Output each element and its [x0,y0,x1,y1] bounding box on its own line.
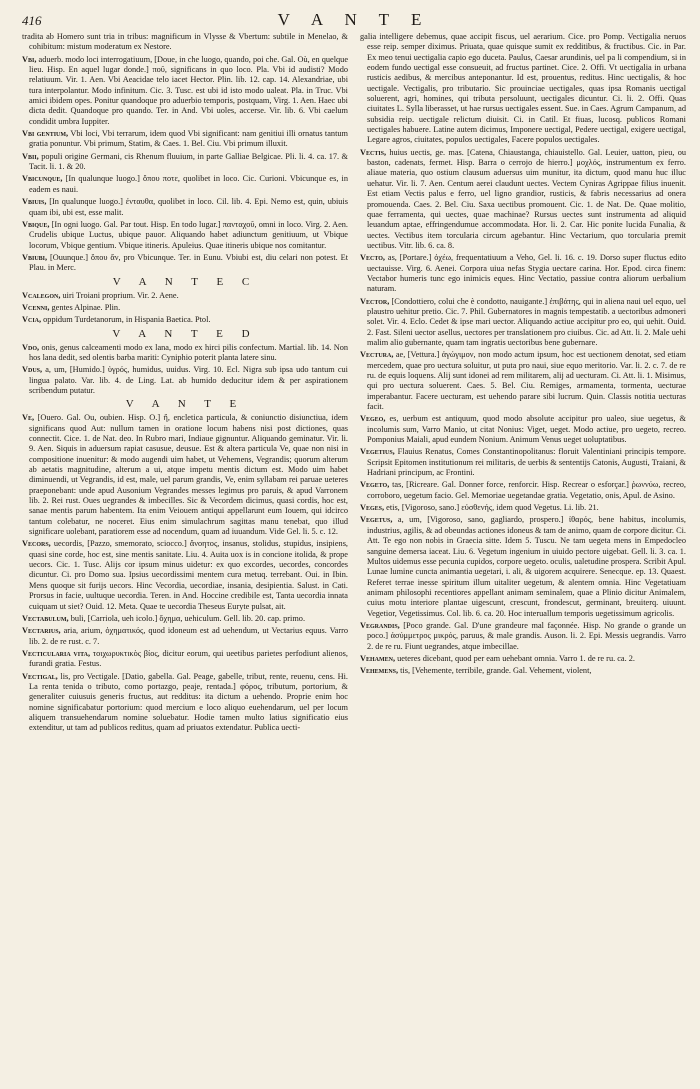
running-head: V A N T E [277,10,431,29]
dictionary-entry [22,32,348,53]
entry-text: Vbi loci, Vbi terrarum, idem quod Vbi significant: nam genitiui illi ornatus tantum gratia ponuntur. Vbi primum, Statim, & Caes. 1. Bel. Ciu. Vbi primum illuxit. [29,129,348,149]
entry-headword: Vehemens, [360,666,399,676]
entry-headword: Vegetus, [360,515,393,525]
entry-headword: Vecticularia vita, [22,648,91,658]
entry-headword: Vbii, [22,151,39,161]
entry-text: oppidum Turdetanorum, in Hispania Baetica. Ptol. [43,315,211,325]
dictionary-entry [360,350,686,412]
dictionary-entry [22,413,348,537]
entry-headword: Vbique, [22,219,50,229]
entry-headword: Vegeo, [360,414,386,424]
entry-text: uiri Troiani proprium. Vir. 2. Aene. [62,290,179,300]
entry-headword: Vecors, [22,539,51,549]
dictionary-entry [360,621,686,652]
dictionary-entry [22,649,348,670]
entry-headword: Vbiubi, [22,252,48,262]
entry-headword: Vdus, [22,365,43,375]
entry-headword: Vector, [360,296,390,306]
entry-headword: Vegeto, [360,480,390,490]
dictionary-entry [360,297,686,349]
entry-text: τοιχωρυκτικὸς βίος, dicitur eorum, qui ueetibus parietes perfodiunt alienos, furandi gratia. Festus. [29,648,348,669]
dictionary-entry [360,447,686,478]
text-columns [22,32,686,736]
entry-text: tas, [Ricreare. Gal. Donner force, renforcir. Hisp. Recrear o esforçar.] ῥωννύω, recreo, corroboro, uegetum facio. Gel. Memoriae uegetandae gratia. Vegetatio, onis, Apul. de Asino. [367,480,686,500]
entry-headword: Vbi gentium, [22,129,69,139]
entry-text: etis, [Vigoroso, sano.] εὐσθενής, idem quod Vegetus. Li. lib. 21. [386,503,599,513]
entry-headword: Vbiuis, [22,197,47,207]
dictionary-entry [360,515,686,618]
entry-headword: Vcenni, [22,302,50,312]
section-heading: V A N T E [125,398,245,411]
dictionary-entry [360,414,686,445]
page-number: 416 [22,13,42,28]
dictionary-entry [22,315,348,325]
entry-headword: Vbi, [22,54,37,64]
entry-text: es, uerbum est antiquum, quod modo absolute accipitur pro ualeo, siue uegetus, & incolumis sum, Varro Manio, ut citat Nonius: Viget, ueget. Modo actiue, pro uegeto, recreo. Pomponius Maiali, apud eundem Nonium. Animum Venus ueget uoluptatibus. [367,414,686,445]
entry-headword: Vbicunque, [22,174,63,184]
entry-headword: Vegetius, [360,447,395,457]
dictionary-entry [22,672,348,734]
dictionary-entry [360,654,686,664]
entry-text: tis, [Vehemente, terribile, grande. Gal. Vehement, violent, [400,666,592,676]
entry-text: [Condottiero, colui che è condotto, nauigante.] ἐπιβάτης, qui in aliena naui uel equo, uel plaustro uehitur pretio. Cic. 7. Phil. Gubernatores in magnis tempestatib. a uectoribus admoneri solet. Vir. 4. Eclo. Cedet & ipse mari uector. Aliquando actiue accipitur pro eo, qui uehit. Ouid. 2. Fast. Sileni uector asellus, uectores per translationem pro ciuibus. Cic. ad Att. li. 2. Male uehi malim alio gubernante, quam tam ingratis uectoribus bene gubernare. [367,296,686,347]
dictionary-entry [22,129,348,150]
entry-text: [Poco grande. Gal. D'une grandeure mal façonnée. Hisp. No grande o grande un poco.] ἀσύμμετρος μικρός, paruus, & male grandis. Auson. li. 2. Epi. Messis uegrandis. Varro 2. de re ru. Fiunt uegrandes, atque imbecillae. [367,620,686,651]
dictionary-entry [22,291,348,301]
entry-text: ae, [Vettura.] ἀγώγιμον, non modo actum ipsum, hoc est uectionem denotat, sed etiam mercedem, quae pro uectura soluitur, ut puta pro naui, siue equo meritorio. Var. li. 2. c. 7. de re ru. de equis loquens. Alij sunt idonei ad rem militarem, alij ad uecturam. Ci. Att. li. 1. Misimus, qui pro uectura soluerent. Caes. 5. Bel. Ciu. Remiges, armamenta, tormenta, uecturae imperabantur. Facere uecturam, est uehendo parare sibi lucrum. Quin. Classis notitia uecturas facit. [367,350,686,412]
entry-text: gentes Alpinae. Plin. [51,302,121,312]
entry-headword: Vectura, [360,350,394,360]
dictionary-entry [22,365,348,396]
entry-headword: Ve, [22,413,35,423]
entry-headword: Vectigal, [22,671,58,681]
dictionary-entry [360,32,686,146]
dictionary-entry [360,480,686,501]
entry-text: a, um, [Vigoroso, sano, gagliardo, prospero.] ἰθαρός, bene habitus, incolumis, industrius, agilis, & ad obeundas actiones idoneus & tam de animo, quam de corpore dicitur. Ci. Att. Te ego non nobis in Graecia sitte. Idem 5. Tuscu. Ne tam uegeta mens in Empedocleo sanguine demersa iaceat. Liu. 6. Vegetum ingenium in uiuido pectore uigebat. Gell. li. 3. ca. 1. Multos uidemus esse pecunia cupidos, corpore uegeto. oculis, ualetudine prospera. Scribit Apul. Lunae lumine cuncta animantia uegetari, i. ali, & uigorem acquirere. Senecque. ep. 13. Quaest. Referet terrae inesse spiritum illum uitaliter uegetum, & alentem omnia. Hinc Vegetatiuam animam philosophi recentiores appellant animam seminalem, quae a Plinio dicitur Animalem, cuius motu interiore plantae uigescunt, crescunt, frondescut, germinant, breuiterq. uiuunt. Vegetior, Vegetissimus. Col. lib. 6. ca. 20. Hoc interuallum temporis uegetissimum agricolis. [367,515,686,618]
dictionary-entry [22,303,348,313]
entry-text: [Ouero. Gal. Ou, oubien. Hisp. O.] ἤ, encletica particula, & coniunctio disiunctiua, idem significans quod Aut: nullum tamen in oratione locum habens nisi post dictiones, quas connectit. Cice. 1. de Nat. deo. In Rubro mari, Indiaue gignuntur. Aliquando geminatur. Vir. li. 9. Aen. Siquis in aduersum rapiat casusue, deusue. Est & altera particula Ve, quae non nisi in compositione inuenitur: & modo augendi uim habet, ut Vehemens, Vegrandis; quorum alterum ab aetatis magnitudine, alterum a ui, atque impetu mentis dictum est. Modo uim habet diminuendi, ut Vegrandis, id est, male, uel parum grandis, Ve, enim syllabam rei paruae ueteres praeponebant: unde apud Ausonium Vegrandes messes legimus pro paruis, & apud Varronem lib. 2. Rei rust. Oues uegrandes & imbecilles. Sic & Vecordem dicimus, quasi cordis, hoc est, sanae mentis parum habentem. Ita enim Veiouem antiqui appellarunt eum Iouem, qui idcirco tantum colebatur, ne noceret. Eius enim simulachrum sagittas manu tenebat, quo illud significare uolebant, paratiorem esse ad nocendum, quam ad iuuandum. Vide Gel. li. 5. c. 12. [29,413,349,537]
entry-text: aria, arium, ὀχηματικός, quod idoneum est ad uehendum, ut Vectarius equus. Varro lib. 2. de re rust. c. 7. [29,626,349,646]
dictionary-entry [22,197,348,218]
entry-text: onis, genus calceamenti modo ex lana, modo ex hirci pilis confectum. Martial. lib. 14. Non hos lana dedit, sed olentis barba mariti: Cyniphio poterit planta latere sinu. [29,342,349,362]
entry-text: lis, pro Vectigale. [Datio, gabella. Gal. Peage, gabelle, tribut, rente, reuenu, cens. Hi. La renta tenida o tributo, como portazgo, peaje, rentada.] φόρος, tributum, portorium, & generaliter cuiusuis generis fructus, aut redditus: ita dictum a uehendo. Proprie enim hoc nomine significabatur portorium: quod mercium e loco aliquo euehendarum, uel per locum aliquem transuehendarum nomine soluebatur. Hodie tamen multo latius significatio eius extenditur, ut tam ad publicos reditus, quam ad priuatos extendatur. Publica uecti- [29,671,348,733]
dictionary-entry [22,174,348,195]
dictionary-entry [22,55,348,127]
entry-headword: Vectis, [360,147,387,157]
entry-text: buli, [Carriola, ueh icolo.] ὄχημα, uehiculum. Gell. lib. 20. cap. primo. [70,613,306,623]
dictionary-entry [22,220,348,251]
entry-headword: Vdo, [22,342,40,352]
entry-text: a, um, [Humido.] ὑγρός, humidus, uuidus. Virg. 10. Ecl. Nigra sub ipsa udo tantum cui lingua palato. Var. lib. 4. de Ling. Lat. ab humido deducitur idem & per aspirationem scribendum putatur. [29,365,348,395]
entry-headword: Vcia, [22,315,42,325]
entry-text: ueteres dicebant, quod per eam uehebant omnia. Varro 1. de re ru. ca. 2. [397,653,635,663]
dictionary-entry [360,148,686,251]
dictionary-entry [22,539,348,611]
entry-headword: Vectarius, [22,626,61,636]
entry-text: [In qualunque luogo.] ὅπου ποτε, quolibet in loco. Cic. Curioni. Vbicunque es, in eadem es naui. [29,174,349,194]
section-heading: V A N T E C [112,275,258,288]
entry-headword: Veges, [360,503,385,513]
entry-text: [Ouunque.] ὅπου ἄν, pro Vbicunque. Ter. in Eunu. Vbiubi est, diu celari non potest. Et Plau. in Merc. [29,252,349,273]
entry-headword: Vehamen, [360,653,396,663]
dictionary-entry [22,253,348,274]
entry-text: aduerb. modo loci interrogatiuum, [Doue, in che luogo, quando, poi che. Gal. Où, en quelque lieu. Hisp. En aquel lugar donde.] ποῦ, significans in quo loco. Pla. Vbi id audisti? Modo relatiuum. Vir. 1. Aen. Vbi Aeacidae telo iacet Hector. Plin. lib. 12. cap. 14. Alexandriae, ubi tura interpolantur. Modo infinitum. Cic. 3. Tusc. est ubi id isto modo ualeat. Pla. in Truc. Vbi amici ibidem opes. Ponitur quandoque pro aduerbio temporis, postquam, Virg. 1. Aen. Haec ubi dicta dedit. Quandoque pro quando. Ter. in And. Vbi uoles, accerse. Vir. lib. 6. Vbi caelum condidit umbra Iuppiter. [29,54,349,126]
entry-text: populi origine Germani, cis Rhenum fluuium, in parte Galliae Belgicae. Pli. li. 4. ca. 17. & Tacit. li. 1. & 20. [29,151,348,172]
entry-headword: Vcalegon, [22,290,61,300]
entry-text: huius uectis, ge. mas. [Catena, Chiaustanga, chiauistello. Gal. Leuier, uatton, pieu, ou baston, cadenats, fermet. Hisp. Barra o cerrojo de hierro.] μοχλός, instrumentum ex ferro. aliaue materia, quo ostium clausum aduersus uim munitur, ita dictum, quod manu huc illuc uehatur. Vir. li. 7. Aen. Centum aerei claudunt uectes. Vectem Cyniras Agrippae filius inuenit. Est etiam Vectis palus e ferro, uel ligno grandior, rusticis, & fabris necessarius ad onera promouenda. Caes. 2. Bel. Ciu. Saxa uectibus promouent. Cic. 1. de Nat. De. Quae molitio, quae ferramenta, qui uectes, quae machinae? Rursus uectes sunt instrumenta ad aliquid leuandum aptae, effringendumue accommodata. Hor. li. 2. Car. Hic ponite lucida Funalia, & uectes. Vectibus item torcularia circum agebantur. Hinc Vectarium, quo torcularia premit uectibus. Vitr. lib. 6. ca. 8. [367,147,686,250]
entry-text: Flauius Renatus, Comes Constantinopolitanus: floruit Valentiniani principis tempore. Scripsit Epitomen institutionum rei militaris, de uerbis & sententijs Catonis, Augusti, Traiani, & Hadriani principum, ac Frontini. [367,447,687,478]
entry-text: galia intelligere debemus, quae accipit fiscus, uel aerarium. Cice. pro Pomp. Vectigalia neruos esse reip. semper diximus. Priuata, quae quisque sumit ex redditibus, & fructibus. Cic. in Par. Ex meo tenui uectigalia capio ego duceta. Paulus, Caesar arundinis, uel pa li compendium, si in eodem fundo uectigal esse consueuit, ad fructus partinet. Cice. 2. Offi. Vt uectigalia in urbana rusticis aedibus, & mercibus anteponantur. Id est, prouentus, reditus. Hinc uectigalis, & hoc uectigale. Vectigalis, pro tributario. Sic prouinciae uectigales, quas ipsa Romanis uectigal soluerent, agri, homines, qui tributa persoluunt, uectigales dicuntur. Ci. li. 2. Offi. Quas ciuitates L. Sylla liberasset, ut hae rursus uectigales essent. Sue. in Caes. Agrum Campanum, ad subsidia reip. uectigale relictum diuisit. Ci. in Catil. Et fiuas, lucosq. publicos Romani uectigales habuere. Latine autem dicimus, Imponere uectigal, Pedere uectigal, exigere uectigal, Legare agros, ciuitates, populos uectigales, Facere populos uectigales. [360,32,686,145]
entry-text: [In ogni luogo. Gal. Par tout. Hisp. En todo lugar.] πανταχοῦ, omni in loco. Virg. 2. Aen. Crudelis ubique Luctus, ubique pauor. Aliquando habet adiunctum genitiuum, ut Vbique locorum, Vbique gentium. Vbique itineris. Apuleius. Quae itineris ubique nos comitantur. [29,219,348,250]
entry-text: as, [Portare.] ὀχέω, frequentatiuum a Veho, Gel. li. 16. c. 19. Dorso super fluctus edito uectauisse. Virg. 6. Aenei. Corpora uiua nefas Stygia uectare carina. Hor. Epod. circa finem: Vectabor humeris tunc ego inimicis eques. Hinc Vectatio, passiue contra aliorum uerbalium naturam. [367,253,687,294]
entry-text: [In qualunque luogo.] ἐνταυθα, quolibet in loco. Cil. lib. 4. Epi. Nemo est, quin, ubiuis quam ibi, ubi est, esse malit. [29,197,348,217]
dictionary-entry [22,626,348,647]
dictionary-entry [360,503,686,513]
entry-headword: Vectabulum, [22,613,69,623]
entry-text: tradita ab Homero sunt tria in tribus: magnificum in Vlysse & Vbertum: subtile in Menelao, & cohibitum: mistum moderatum ex Nestore. [22,32,348,52]
entry-headword: Vegrandis, [360,620,400,630]
dictionary-entry [22,614,348,624]
dictionary-entry [360,253,686,294]
dictionary-entry [22,152,348,173]
left-column [22,32,348,736]
right-column [360,32,686,736]
page-header [22,10,686,30]
section-heading: V A N T E D [112,327,258,340]
dictionary-entry [22,343,348,364]
entry-headword: Vecto, [360,253,385,263]
dictionary-entry [360,666,686,676]
entry-text: uecordis, [Pazzo, smemorato, sciocco.] ἄνοητος, insanus, stolidus, stupidus, insipiens, quasi sine corde, hoc est, sine mentis sanitate. Liu. 4. Auita uox is in concione itolida, & prope uecors. Cic. 1. Tusc. Alijs cor ipsum minus uidetur: ex quo excordes, uecordes, concordes dicuntur. Ci. pro Domo sua. Ipsius uecordissimi mentem cura metuq. terrebant. Oui. in Ibin. Mens quoque sit furijs uecors. Hinc Vecordia, uecordiae, insania, desipientia. Salust. in Cati. Prorsus in facie, uultuque uecordia. Teren. in And. Hoccine credibile est, Tanta uecordia innata cuiquam ut siet? Ouid. 12. Meta. Quae te uecordia Theseus Euryte pulsat, ait. [29,539,348,611]
